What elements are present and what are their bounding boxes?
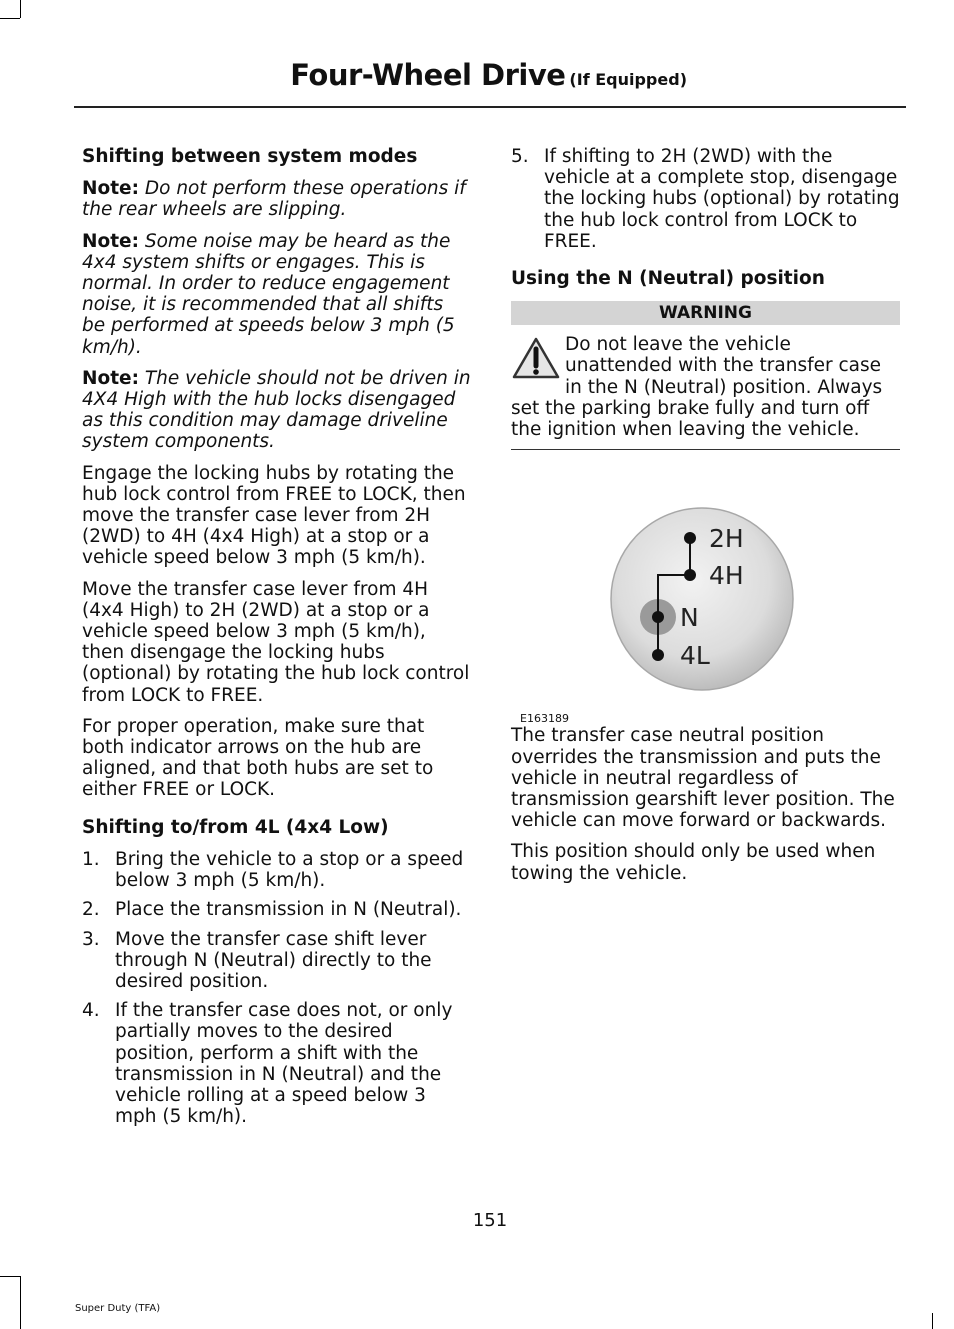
list-number: 1. xyxy=(82,848,100,870)
list-text: Place the transmission in N (Neutral). xyxy=(115,899,462,921)
section-heading: Using the N (Neutral) position xyxy=(511,268,825,290)
right-column xyxy=(511,146,900,894)
page-header xyxy=(290,58,687,92)
position-label-2h: 2H xyxy=(709,524,744,554)
note-text: Some noise may be heard as the 4x4 system shifts or engages. This is normal. In order to reduce engagement noise, it is recommended that all shifts be performed at speeds below 3 mph (5 km/h). xyxy=(82,230,455,358)
position-label-4l: 4L xyxy=(680,641,710,671)
warning-banner: WARNING xyxy=(511,301,900,325)
figure-id: E163189 xyxy=(520,712,569,726)
section-heading: Shifting to/from 4L (4x4 Low) xyxy=(82,816,389,838)
left-column xyxy=(82,146,471,1135)
paragraph: The transfer case neutral position overrides the transmission and puts the vehicle in neutral regardless of transmission gearshift lever position. The vehicle can move forward or backwards. xyxy=(511,725,895,832)
list-text: Bring the vehicle to a stop or a speed below 3 mph (5 km/h). xyxy=(115,848,464,892)
page-number: 151 xyxy=(472,1210,508,1231)
crop-mark xyxy=(0,1276,20,1277)
note-label: Note: xyxy=(82,367,139,389)
note-text: The vehicle should not be driven in 4X4 High with the hub locks disengaged as this condition may damage driveline system components. xyxy=(82,367,471,453)
note xyxy=(82,178,471,220)
list-number: 4. xyxy=(82,1000,100,1022)
warning-triangle-icon xyxy=(511,336,561,380)
list-number: 2. xyxy=(82,899,100,921)
list-item xyxy=(511,146,900,252)
position-dot-2h xyxy=(684,532,696,544)
position-label-4h: 4H xyxy=(709,561,744,591)
paragraph: This position should only be used when towing the vehicle. xyxy=(511,841,876,884)
position-dot-4h xyxy=(684,569,696,581)
warning-box xyxy=(511,334,900,440)
list-item xyxy=(82,899,471,920)
note-label: Note: xyxy=(82,230,139,252)
list-number: 3. xyxy=(82,928,100,950)
paragraph: Move the transfer case lever from 4H (4x4 High) to 2H (2WD) at a stop or a vehicle speed below 3 mph (5 km/h), then disengage the locking hubs (optional) by rotating the hub lock control from LOCK to FREE. xyxy=(82,578,470,706)
chapter-subtitle: (If Equipped) xyxy=(569,70,687,89)
crop-mark xyxy=(20,0,21,18)
warning-text: Do not leave the vehicle unattended with the transfer case in the N (Neutral) position. Always set the parking brake fully and turn off the ignition when leaving the vehicle. xyxy=(511,334,883,441)
section-heading: Shifting between system modes xyxy=(82,146,418,167)
paragraph: For proper operation, make sure that both indicator arrows on the hub are aligned, and that both hubs are set to either FREE or LOCK. xyxy=(82,715,434,801)
crop-mark xyxy=(20,1276,21,1329)
note-label: Note: xyxy=(82,178,139,200)
list-number: 5. xyxy=(511,146,529,167)
position-label-n: N xyxy=(680,603,699,633)
list-text: If the transfer case does not, or only partially moves to the desired position, perform a shift with the transmission in N (Neutral) and the vehicle rolling at a speed below 3 mph (5 km/h). xyxy=(115,1000,453,1128)
list-item xyxy=(82,1000,471,1127)
paragraph: Engage the locking hubs by rotating the hub lock control from FREE to LOCK, then move the transfer case lever from 2H (2WD) to 4H (4x4 High) at a stop or a vehicle speed below 3 mph (5 km/h). xyxy=(82,462,466,569)
note xyxy=(82,368,471,453)
position-dot-4l xyxy=(652,649,664,661)
transfer-case-figure xyxy=(511,455,900,725)
chapter-title: Four-Wheel Drive xyxy=(290,58,566,92)
footer-text: Super Duty (TFA) xyxy=(75,1303,161,1314)
warning-rule xyxy=(511,449,900,450)
note-text: Do not perform these operations if the rear wheels are slipping. xyxy=(82,178,466,221)
list-text: If shifting to 2H (2WD) with the vehicle at a complete stop, disengage the locking hubs (optional) by rotating the hub lock control from LOCK to FREE. xyxy=(544,146,900,252)
note xyxy=(82,231,471,358)
position-dot-n xyxy=(652,611,664,623)
crop-mark xyxy=(932,1313,933,1329)
list-text: Move the transfer case shift lever through N (Neutral) directly to the desired position. xyxy=(115,928,432,992)
list-item xyxy=(82,929,471,993)
list-item xyxy=(82,849,471,891)
header-rule xyxy=(74,106,906,108)
crop-mark xyxy=(0,18,20,19)
transfer-case-diagram xyxy=(511,455,900,705)
